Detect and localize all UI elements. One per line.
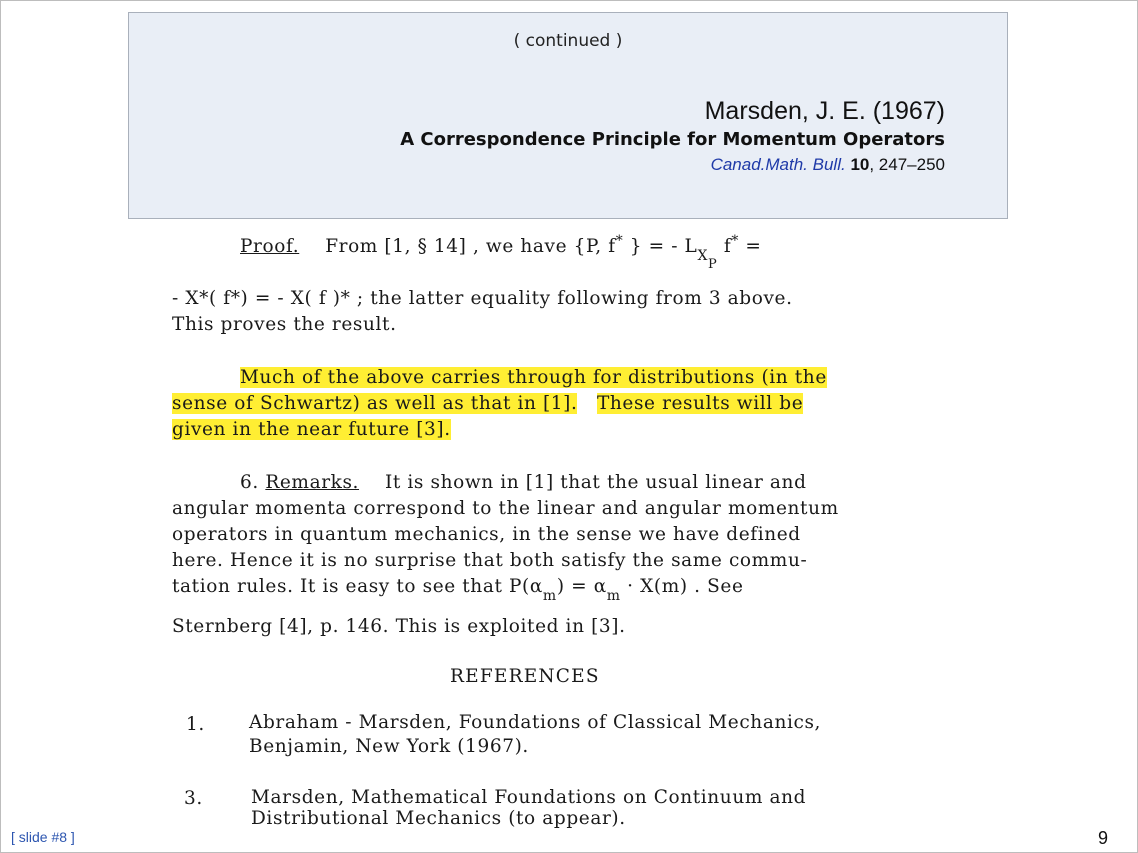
proof-line-2: - X*( f*) = - X( f )* ; the latter equality following from 3 above. [172, 288, 793, 309]
highlight-line-3 [172, 419, 451, 440]
alpha-subscript-1: m [542, 588, 557, 604]
remarks-text-5a: tation rules. It is easy to see that P(α [172, 576, 543, 597]
highlighted-text-2a: sense of Schwartz) as well as that in [1]. [172, 393, 578, 414]
reference-1-line-1: Abraham - Marsden, Foundations of Classical Mechanics, [249, 712, 822, 733]
citation-pages: , 247–250 [869, 155, 945, 174]
proof-label: Proof. [240, 236, 300, 257]
remarks-line-1 [240, 472, 807, 493]
proof-line-3: This proves the result. [172, 314, 397, 335]
proof-line [240, 233, 762, 272]
citation-journal-line [400, 153, 945, 177]
proof-text-1: From [1, § 14] , we have {P, f [325, 236, 616, 257]
slide-label: [ slide #8 ] [11, 829, 75, 845]
reference-3-line-1: Marsden, Mathematical Foundations on Continuum and [251, 787, 807, 808]
citation-author: Marsden, J. E. (1967) [704, 97, 945, 125]
proof-text-eq: = [738, 236, 762, 257]
highlight-line-2 [172, 393, 803, 414]
highlighted-text-3: given in the near future [3]. [172, 419, 451, 440]
star-sup-2: * [731, 233, 739, 249]
citation-block [400, 95, 945, 177]
alpha-subscript-2: m [606, 588, 621, 604]
proof-text-f: f [723, 236, 732, 257]
reference-1-number: 1. [186, 714, 205, 735]
remarks-line-2: angular momenta correspond to the linear and angular momentum [172, 498, 839, 519]
citation-volume: 10 [850, 155, 870, 174]
citation-header-box [128, 12, 1008, 219]
highlighted-text-1: Much of the above carries through for distributions (in the [240, 367, 827, 388]
reference-3-number: 3. [184, 788, 203, 809]
page-number: 9 [1097, 828, 1108, 848]
proof-sub-p: P [708, 257, 718, 272]
star-sup: * [615, 233, 624, 249]
references-heading: REFERENCES [450, 666, 600, 687]
remarks-text-5c: · X(m) . See [620, 576, 744, 597]
citation-title: A Correspondence Principle for Momentum Operators [400, 129, 945, 150]
remarks-line-3: operators in quantum mechanics, in the sense we have defined [172, 524, 801, 545]
citation-journal: Canad.Math. Bull. [710, 155, 846, 174]
reference-3-line-2: Distributional Mechanics (to appear). [251, 808, 626, 829]
remarks-line-6: Sternberg [4], p. 146. This is exploited in [3]. [172, 616, 626, 637]
remarks-number: 6. [240, 472, 259, 493]
remarks-label: Remarks. [265, 472, 360, 493]
proof-sub-x: X [697, 248, 709, 264]
highlighted-text-2b: These results will be [596, 393, 804, 414]
remarks-line-4: here. Hence it is no surprise that both satisfy the same commu- [172, 550, 808, 571]
remarks-line-5 [172, 576, 744, 604]
remarks-text-1: It is shown in [1] that the usual linear and [384, 472, 807, 493]
remarks-text-5b: ) = α [556, 576, 607, 597]
highlight-line-1 [240, 367, 827, 388]
continued-label: ( continued ) [513, 31, 623, 51]
proof-text-2: } = - L [629, 236, 698, 257]
reference-1-line-2: Benjamin, New York (1967). [249, 736, 529, 757]
